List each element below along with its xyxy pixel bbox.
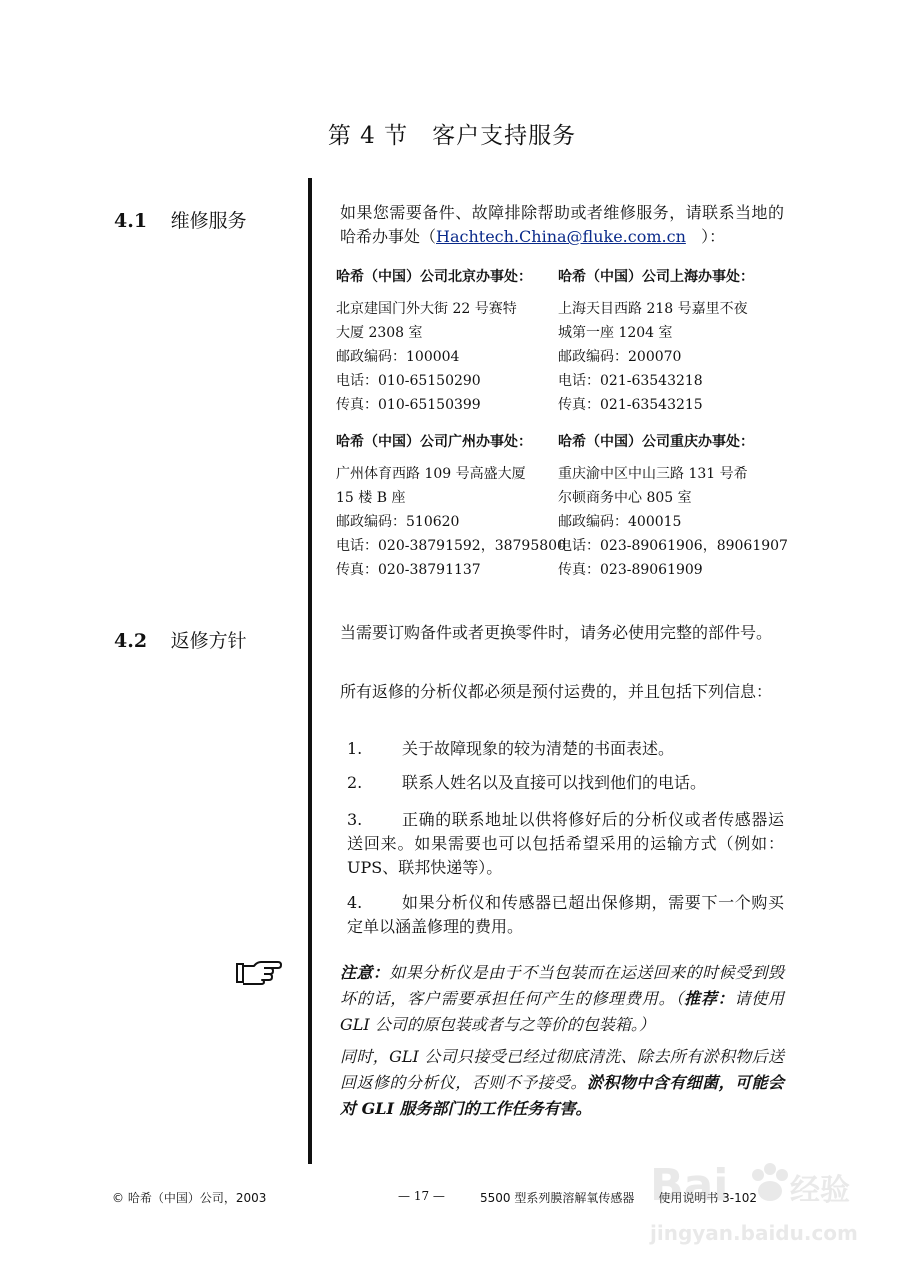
list-item <box>347 808 784 880</box>
office-postcode: 邮政编码：100004 <box>336 349 460 365</box>
note-warning: 淤积物中含有细菌，可能会对 GLI 服务部门的工作任务有害。 <box>340 1073 784 1118</box>
watermark-url: jingyan.baidu.com <box>650 1221 858 1245</box>
paw-icon <box>752 1169 764 1181</box>
recommend-text: 请使用 GLI 公司的原包装或者与之等价的包装箱。） <box>340 989 784 1034</box>
watermark-brand-cn: 经验 <box>790 1173 850 1208</box>
office-phone: 电话：021-63543218 <box>558 373 703 389</box>
pointing-hand-icon <box>236 958 282 986</box>
office-chongqing <box>558 462 788 582</box>
list-item <box>347 891 784 939</box>
baidu-watermark <box>640 1145 858 1255</box>
office-fax: 传真：020-38791137 <box>336 562 481 578</box>
office-heading-beijing: 哈希（中国）公司北京办事处： <box>336 269 532 285</box>
section-number: 4.1 <box>114 210 148 232</box>
office-fax: 传真：010-65150399 <box>336 397 481 413</box>
paw-toe <box>764 1163 776 1175</box>
section-name: 返修方针 <box>170 630 247 652</box>
office-line: 重庆渝中区中山三路 131 号希 <box>558 466 748 482</box>
note-text: 如果分析仪是由于不当包装而在运送回来的时候受到毁坏的话，客户需要承担任何产生的修理费用。（ <box>340 963 784 1008</box>
list-number: 3. <box>347 810 363 829</box>
section-4-1-heading <box>114 206 247 233</box>
paw-toe <box>776 1169 788 1181</box>
vertical-divider <box>308 178 312 1164</box>
list-text: 关于故障现象的较为清楚的书面表述。 <box>402 739 675 758</box>
office-fax: 传真：021-63543215 <box>558 397 703 413</box>
office-postcode: 邮政编码：510620 <box>336 514 460 530</box>
office-line: 广州体育西路 109 号高盛大厦 <box>336 466 526 482</box>
section-4-2-heading <box>114 626 247 653</box>
office-guangzhou <box>336 462 566 582</box>
cleaning-note <box>340 1044 784 1122</box>
intro-text: 如果您需要备件、故障排除帮助或者维修服务，请联系当地的哈希办事处（ <box>340 203 784 246</box>
list-item <box>347 771 784 795</box>
office-fax: 传真：023-89061909 <box>558 562 703 578</box>
list-item <box>347 737 784 761</box>
footer-page-number: — 17 — <box>398 1189 445 1203</box>
office-shanghai <box>558 297 780 417</box>
section-name: 维修服务 <box>170 210 247 232</box>
office-phone: 电话：023-89061906，89061907 <box>558 538 788 554</box>
list-text: 正确的联系地址以供将修好后的分析仪或者传感器运送回来。如果需要也可以包括希望采用的运输方式（例如：UPS、联邦快递等）。 <box>347 810 784 877</box>
note-text: 同时，GLI 公司只接受已经过彻底清洗、除去所有淤积物后送回返修的分析仪，否则不予接受。 <box>340 1047 784 1092</box>
office-phone: 电话：020-38791592，38795800 <box>336 538 566 554</box>
office-phone: 电话：010-65150290 <box>336 373 481 389</box>
footer-document-title: 5500 型系列膜溶解氧传感器 使用说明书 3-102 <box>480 1191 758 1205</box>
return-policy-para-2: 所有返修的分析仪都必须是预付运费的，并且包括下列信息： <box>340 682 773 701</box>
note-label: 注意： <box>340 963 390 982</box>
office-line: 大厦 2308 室 <box>336 325 423 341</box>
list-number: 2. <box>347 773 363 792</box>
recommend-label: 推荐： <box>684 989 735 1008</box>
office-heading-shanghai: 哈希（中国）公司上海办事处： <box>558 269 754 285</box>
list-text: 如果分析仪和传感器已超出保修期，需要下一个购买定单以涵盖修理的费用。 <box>347 893 784 936</box>
repair-service-intro <box>340 201 784 249</box>
intro-text-end: ）： <box>701 227 726 246</box>
email-link[interactable]: Hachtech.China@fluke.com.cn <box>436 227 686 246</box>
return-policy-para-1: 当需要订购备件或者更换零件时，请务必使用完整的部件号。 <box>340 623 773 642</box>
paw-pad <box>758 1181 782 1201</box>
section-number: 4.2 <box>114 630 148 652</box>
office-postcode: 邮政编码：200070 <box>558 349 682 365</box>
office-postcode: 邮政编码：400015 <box>558 514 682 530</box>
office-line: 尔顿商务中心 805 室 <box>558 490 692 506</box>
office-line: 15 楼 B 座 <box>336 490 406 506</box>
office-heading-chongqing: 哈希（中国）公司重庆办事处： <box>558 434 754 450</box>
list-number: 1. <box>347 739 363 758</box>
watermark-brand: Bai <box>650 1160 729 1211</box>
list-number: 4. <box>347 893 363 912</box>
page-title: 第 4 节 客户支持服务 <box>327 123 577 149</box>
office-line: 上海天目西路 218 号嘉里不夜 <box>558 301 748 317</box>
office-beijing <box>336 297 558 417</box>
footer-copyright: © 哈希（中国）公司，2003 <box>112 1191 267 1205</box>
office-line: 城第一座 1204 室 <box>558 325 673 341</box>
list-text: 联系人姓名以及直接可以找到他们的电话。 <box>402 773 707 792</box>
office-heading-guangzhou: 哈希（中国）公司广州办事处： <box>336 434 532 450</box>
office-line: 北京建国门外大街 22 号赛特 <box>336 301 517 317</box>
caution-note <box>340 960 784 1038</box>
